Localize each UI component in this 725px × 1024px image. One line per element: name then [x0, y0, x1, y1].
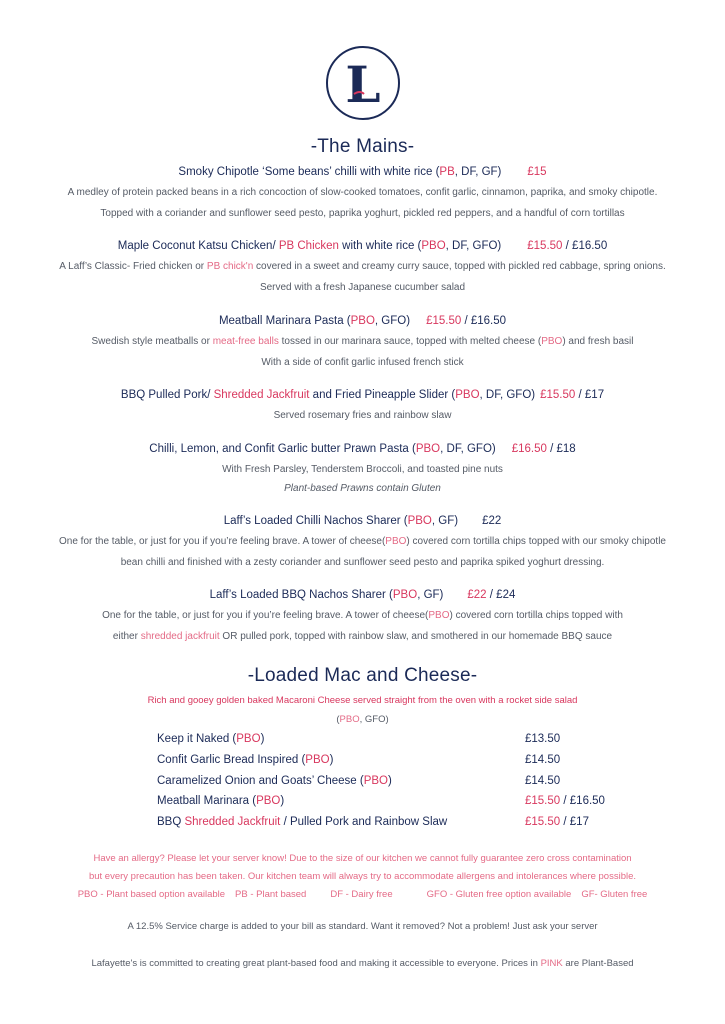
- mac-item: Confit Garlic Bread Inspired (PBO) £14.50: [157, 754, 561, 766]
- mac-item: Caramelized Onion and Goats’ Cheese (PBO) £14.50: [157, 775, 561, 787]
- menu-item-desc: Served rosemary fries and rainbow slaw: [273, 410, 452, 421]
- menu-item-desc: Topped with a coriander and sunflower seed pesto, paprika yoghurt, pickled red peppers, and a handful of corn tortillas: [100, 208, 625, 219]
- plant-based-commitment: Lafayette's is committed to creating great plant-based food and making it accessible to everyone. Prices in PINK are Plant-Based: [91, 958, 634, 969]
- allergy-note: Have an allergy? Please let your server know! Due to the size of our kitchen we cannot fully guarantee zero cross contamination: [93, 853, 632, 864]
- mac-item: Meatball Marinara (PBO) £15.50 / £16.50: [157, 795, 605, 807]
- menu-item-desc: Served with a fresh Japanese cucumber salad: [259, 282, 466, 293]
- mac-heading: -Loaded Mac and Cheese-: [247, 665, 478, 686]
- menu-item-desc: A medley of protein packed beans in a rich concoction of slow-cooked tomatoes, confit garlic, cinnamon, paprika, and smoky chipotle.: [67, 187, 658, 198]
- menu-item-note: Plant-based Prawns contain Gluten: [284, 483, 441, 494]
- lafayettes-logo-icon: [324, 44, 402, 122]
- dietary-key: PBO - Plant based option available PB - Plant based DF - Dairy free GFO - Gluten free option available GF- Gluten free: [77, 889, 648, 900]
- menu-item-desc: With Fresh Parsley, Tenderstem Broccoli, and toasted pine nuts: [222, 464, 503, 475]
- menu-item-title: Meatball Marinara Pasta (PBO, GFO) £15.50 / £16.50: [218, 315, 507, 327]
- mains-heading: -The Mains-: [310, 136, 415, 157]
- service-charge-note: A 12.5% Service charge is added to your bill as standard. Want it removed? Not a problem! Just ask your server: [127, 921, 598, 932]
- menu-item-desc: either shredded jackfruit OR pulled pork, topped with rainbow slaw, and smothered in our homemade BBQ sauce: [112, 631, 613, 642]
- mac-item: BBQ Shredded Jackfruit / Pulled Pork and Rainbow Slaw £15.50 / £17: [157, 816, 589, 828]
- menu-item-desc: A Laff’s Classic- Fried chicken or PB chick'n covered in a sweet and creamy curry sauce, topped with pickled red cabbage, spring onions.: [59, 261, 666, 272]
- allergy-note: but every precaution has been taken. Our kitchen team will always try to accommodate allergens and intolerances where possible.: [88, 871, 637, 882]
- menu-item-title: Chilli, Lemon, and Confit Garlic butter Prawn Pasta (PBO, DF, GFO) £16.50 / £18: [149, 443, 576, 455]
- mac-item: Keep it Naked (PBO) £13.50: [157, 733, 561, 745]
- menu-item-title: Smoky Chipotle ‘Some beans’ chilli with white rice (PB, DF, GF) £15: [178, 166, 547, 178]
- menu-item-title: Laff’s Loaded Chilli Nachos Sharer (PBO, GF) £22: [223, 515, 502, 527]
- menu-item-desc: One for the table, or just for you if you’re feeling brave. A tower of cheese(PBO) covered corn tortilla chips topped with: [102, 610, 623, 621]
- menu-item-desc: bean chilli and finished with a zesty coriander and sunflower seed pesto and paprika spiked yoghurt dressing.: [120, 557, 605, 568]
- svg-text:L: L: [345, 55, 381, 114]
- mac-intro-tags: (PBO, GFO): [336, 714, 389, 725]
- menu-item-title: Laff’s Loaded BBQ Nachos Sharer (PBO, GF) £22 / £24: [209, 589, 516, 601]
- menu-item-title: Maple Coconut Katsu Chicken/ PB Chicken with white rice (PBO, DF, GFO) £15.50 / £16.50: [117, 240, 608, 252]
- menu-item-desc: With a side of confit garlic infused french stick: [261, 357, 464, 368]
- menu-item-desc: Swedish style meatballs or meat-free balls tossed in our marinara sauce, topped with melted cheese (PBO) and fresh basil: [91, 336, 634, 347]
- menu-item-title: BBQ Pulled Pork/ Shredded Jackfruit and Fried Pineapple Slider (PBO, DF, GFO) £15.50 / £17: [120, 389, 605, 401]
- menu-item-desc: One for the table, or just for you if you’re feeling brave. A tower of cheese(PBO) covered corn tortilla chips topped with our smoky chipotle: [59, 536, 666, 547]
- mac-intro: Rich and gooey golden baked Macaroni Cheese served straight from the oven with a rocket side salad: [147, 695, 578, 706]
